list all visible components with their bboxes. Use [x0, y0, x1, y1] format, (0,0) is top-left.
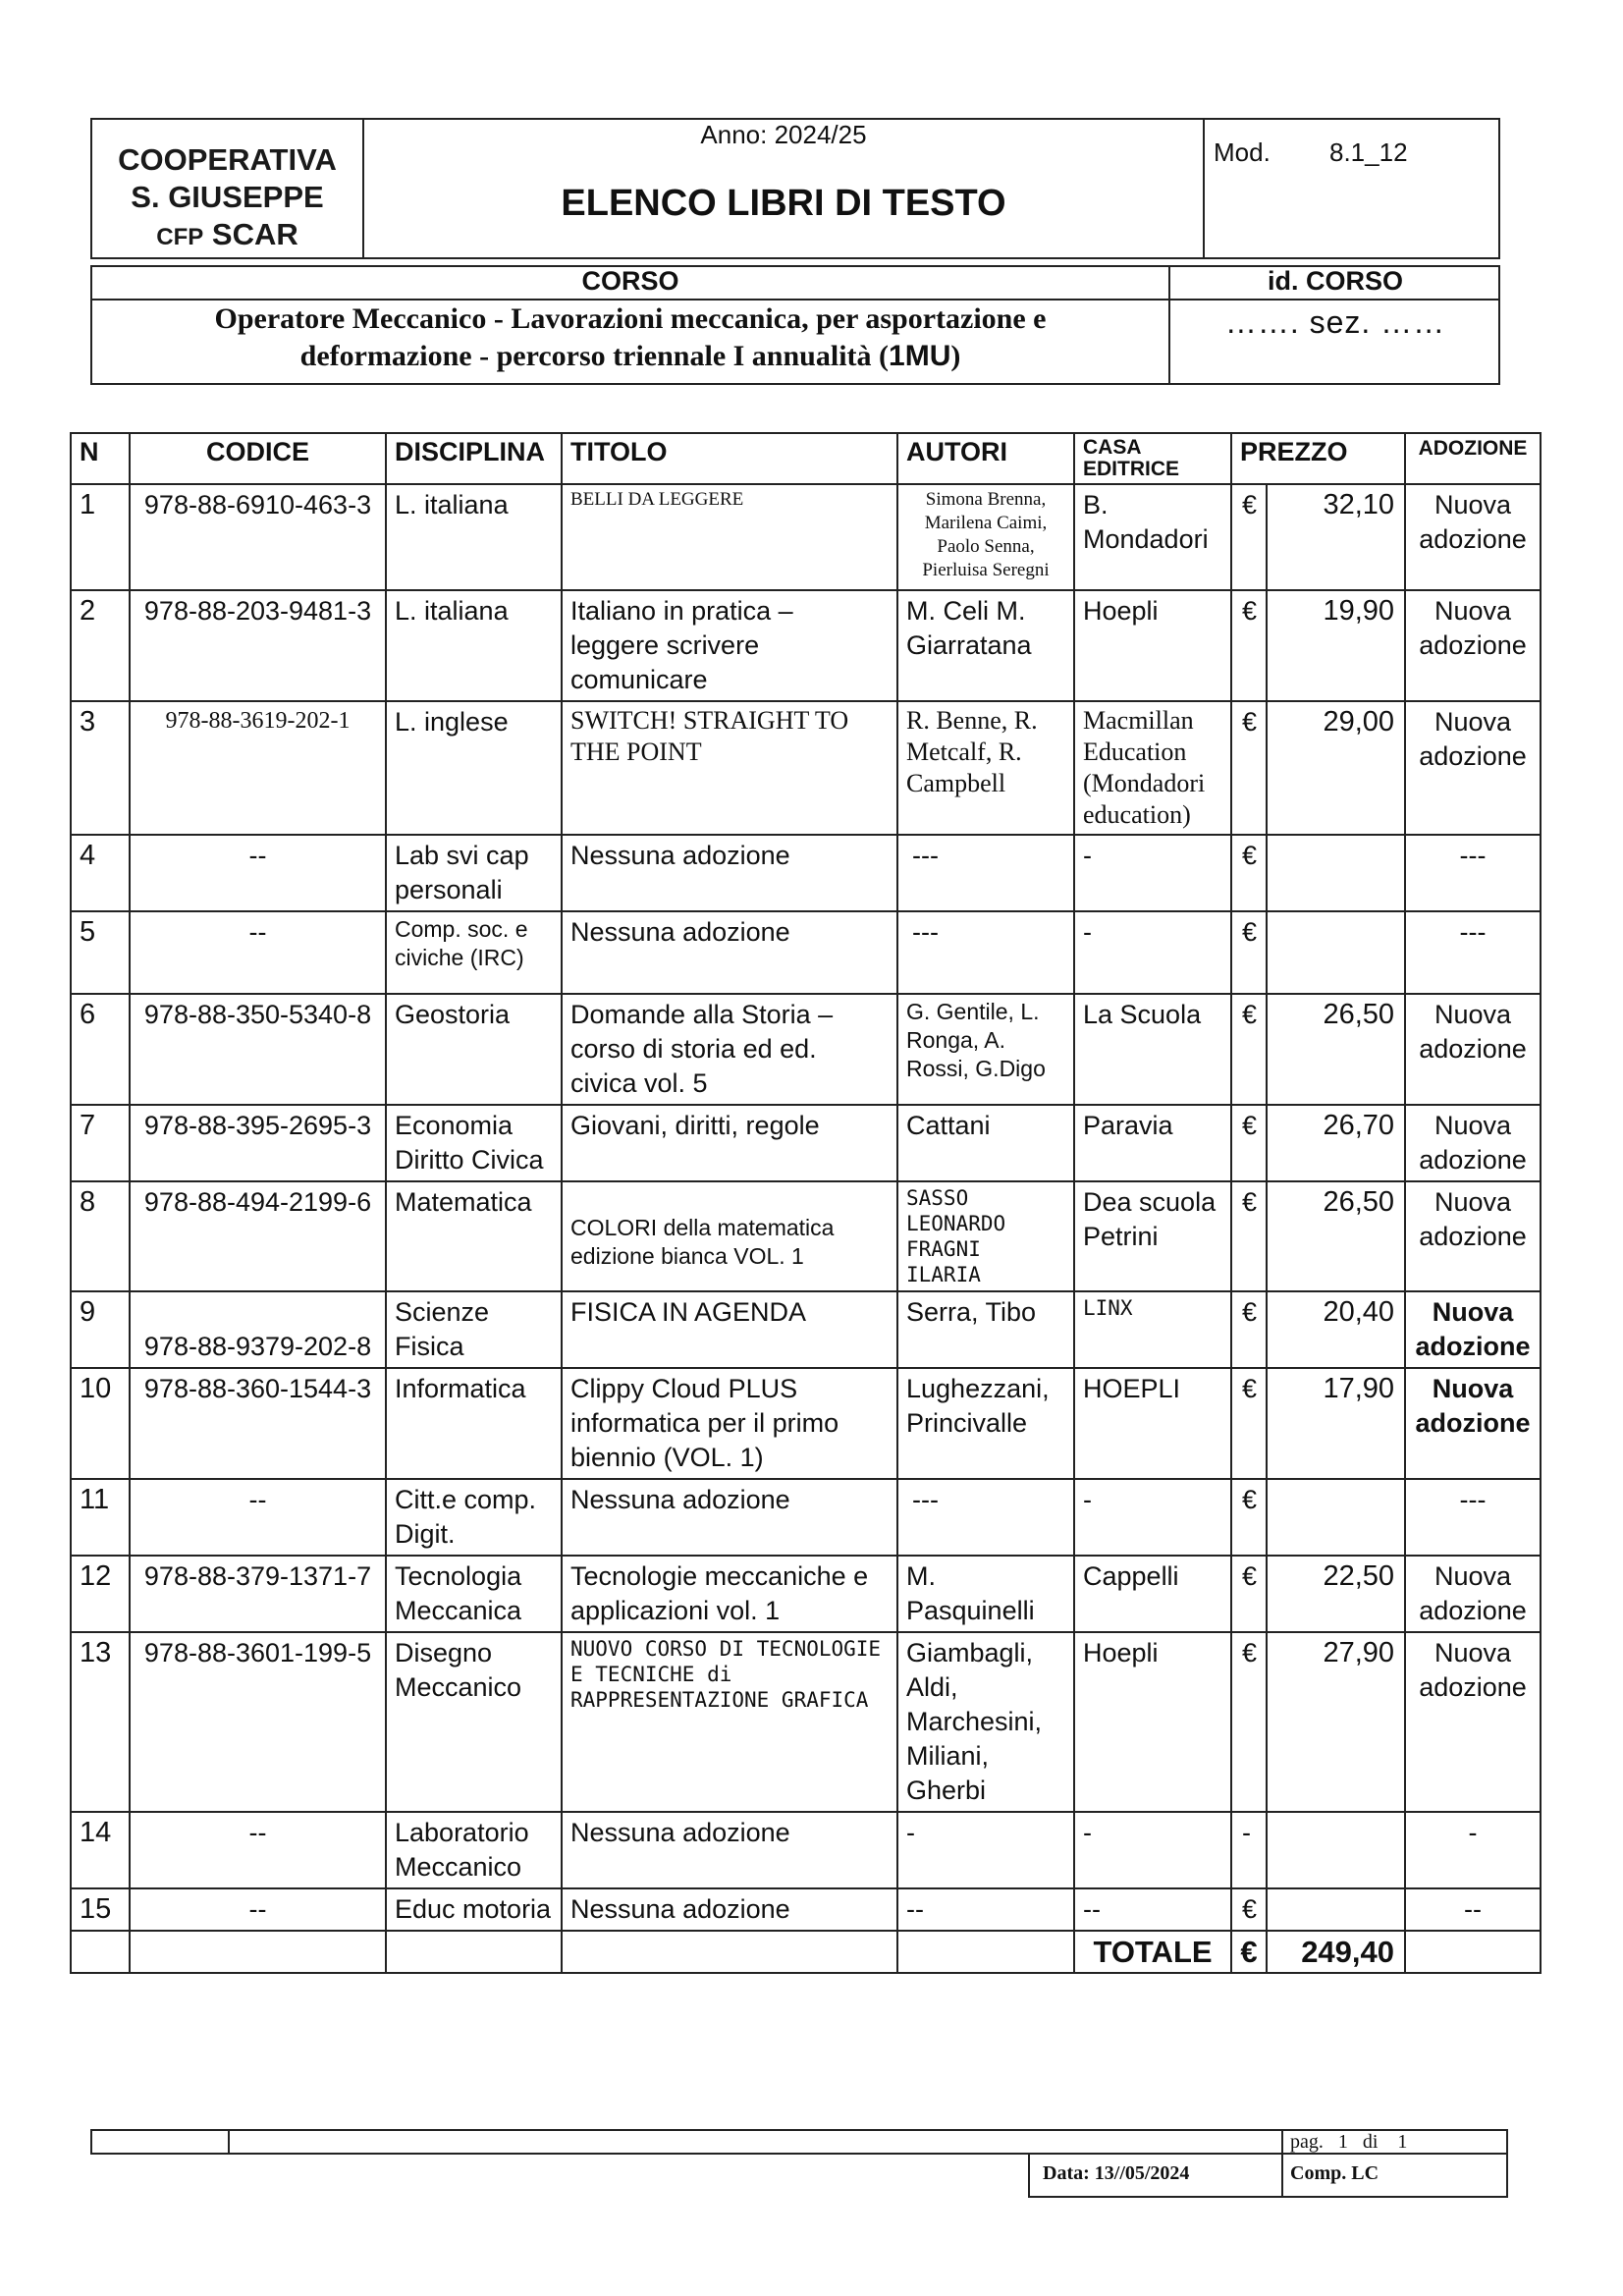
cell-n: 13 [71, 1632, 130, 1812]
cell-price: 19,90 [1267, 590, 1405, 701]
cell-code: -- [130, 1888, 386, 1931]
cell-price [1267, 835, 1405, 911]
cell-price: 26,70 [1267, 1105, 1405, 1181]
cell-authors: G. Gentile, L. Ronga, A. Rossi, G.Digo [897, 994, 1074, 1105]
cell-subject: Matematica [386, 1181, 562, 1291]
cell-adoption: Nuova adozione [1405, 701, 1541, 835]
cell-n: 4 [71, 835, 130, 911]
org-line-3-prefix: CFP [156, 224, 204, 250]
cell-title: BELLI DA LEGGERE [562, 484, 897, 590]
footer-divider-5 [1028, 2153, 1030, 2198]
cell-n: 8 [71, 1181, 130, 1291]
cell-code: 978-88-360-1544-3 [130, 1368, 386, 1479]
cell-currency: € [1231, 835, 1267, 911]
footer-line-bottom [1028, 2196, 1508, 2198]
cell-subject: Educ motoria [386, 1888, 562, 1931]
cell-adoption: Nuova adozione [1405, 1291, 1541, 1368]
cell-authors: M. Celi M. Giarratana [897, 590, 1074, 701]
cell-title: Nessuna adozione [562, 1479, 897, 1556]
cell-code: -- [130, 835, 386, 911]
cell-subject: Scienze Fisica [386, 1291, 562, 1368]
cell-price [1267, 1812, 1405, 1888]
course-desc-text: deformazione - percorso triennale I annualità ( [299, 340, 890, 372]
cell-subject: Laboratorio Meccanico [386, 1812, 562, 1888]
cell-subject: Disegno Meccanico [386, 1632, 562, 1812]
cell-authors: - [897, 1812, 1074, 1888]
total-empty-cell [1405, 1931, 1541, 1973]
cell-adoption: Nuova adozione [1405, 1556, 1541, 1632]
course-label: CORSO [581, 266, 679, 296]
cell-publisher: LINX [1074, 1291, 1231, 1368]
cell-publisher: - [1074, 1812, 1231, 1888]
table-row [71, 994, 1541, 1105]
cell-n: 2 [71, 590, 130, 701]
cell-price [1267, 1888, 1405, 1931]
cell-price [1267, 1479, 1405, 1556]
cell-subject: Economia Diritto Civica [386, 1105, 562, 1181]
table-row [71, 1479, 1541, 1556]
cell-currency: € [1231, 1291, 1267, 1368]
cell-code: 978-88-3601-199-5 [130, 1632, 386, 1812]
cell-n: 3 [71, 701, 130, 835]
course-desc-line-2 [92, 338, 1168, 375]
cell-title: Nessuna adozione [562, 911, 897, 994]
cell-title: SWITCH! STRAIGHT TO THE POINT [562, 701, 897, 835]
col-header-title: TITOLO [562, 433, 897, 484]
cell-adoption: -- [1405, 1888, 1541, 1931]
cell-n: 7 [71, 1105, 130, 1181]
cell-code: 978-88-9379-202-8 [130, 1291, 386, 1368]
col-header-price: PREZZO [1231, 433, 1405, 484]
cell-n: 5 [71, 911, 130, 994]
cell-price: 32,10 [1267, 484, 1405, 590]
org-line-2: S. GIUSEPPE [131, 180, 324, 214]
cell-n: 11 [71, 1479, 130, 1556]
col-header-n: N [71, 433, 130, 484]
cell-title: Italiano in pratica – leggere scrivere comunicare [562, 590, 897, 701]
cell-code: 978-88-395-2695-3 [130, 1105, 386, 1181]
cell-publisher: - [1074, 911, 1231, 994]
cell-n: 15 [71, 1888, 130, 1931]
cell-authors: M. Pasquinelli [897, 1556, 1074, 1632]
cell-price: 22,50 [1267, 1556, 1405, 1632]
total-currency: € [1231, 1931, 1267, 1973]
cell-subject: Citt.e comp. Digit. [386, 1479, 562, 1556]
cell-subject: Informatica [386, 1368, 562, 1479]
cell-currency: € [1231, 1181, 1267, 1291]
cell-publisher: Hoepli [1074, 1632, 1231, 1812]
cell-price: 27,90 [1267, 1632, 1405, 1812]
cell-publisher: Paravia [1074, 1105, 1231, 1181]
cell-code: 978-88-3619-202-1 [130, 701, 386, 835]
cell-publisher: Hoepli [1074, 590, 1231, 701]
org-line-3 [92, 216, 362, 256]
cell-currency: € [1231, 1888, 1267, 1931]
table-row [71, 1368, 1541, 1479]
table-row [71, 590, 1541, 701]
course-description [92, 301, 1168, 375]
total-empty-cell [386, 1931, 562, 1973]
total-empty-cell [71, 1931, 130, 1973]
cell-authors: Simona Brenna, Marilena Caimi, Paolo Senna, Pierluisa Seregni [897, 484, 1074, 590]
total-value: 249,40 [1267, 1931, 1405, 1973]
cell-publisher: HOEPLI [1074, 1368, 1231, 1479]
course-code: 1MU [889, 340, 951, 372]
cell-adoption: Nuova adozione [1405, 1368, 1541, 1479]
cell-publisher: Dea scuola Petrini [1074, 1181, 1231, 1291]
cell-subject: L. inglese [386, 701, 562, 835]
cell-publisher: - [1074, 835, 1231, 911]
cell-currency: € [1231, 1632, 1267, 1812]
cell-currency: € [1231, 1105, 1267, 1181]
mod-label: Mod. [1214, 137, 1271, 167]
cell-price: 17,90 [1267, 1368, 1405, 1479]
cell-code: -- [130, 1812, 386, 1888]
cell-authors: --- [897, 1479, 1074, 1556]
cell-code: 978-88-494-2199-6 [130, 1181, 386, 1291]
col-header-publisher [1074, 433, 1231, 484]
col-header-adoption: ADOZIONE [1405, 433, 1541, 484]
cell-n: 6 [71, 994, 130, 1105]
cell-authors: -- [897, 1888, 1074, 1931]
footer-divider-3 [1281, 2129, 1283, 2198]
cell-title: COLORI della matematica edizione bianca VOL. 1 [562, 1181, 897, 1291]
table-header-row [71, 433, 1541, 484]
course-desc-end: ) [950, 340, 961, 372]
cell-adoption: - [1405, 1812, 1541, 1888]
cell-price: 26,50 [1267, 1181, 1405, 1291]
cell-code: -- [130, 1479, 386, 1556]
col-header-authors: AUTORI [897, 433, 1074, 484]
page-title: ELENCO LIBRI DI TESTO [561, 183, 1006, 224]
cell-n: 9 [71, 1291, 130, 1368]
total-row [71, 1931, 1541, 1973]
cell-authors: Serra, Tibo [897, 1291, 1074, 1368]
cell-adoption: --- [1405, 1479, 1541, 1556]
cell-title: Giovani, diritti, regole [562, 1105, 897, 1181]
footer-divider-2 [228, 2129, 230, 2155]
cell-authors: R. Benne, R. Metcalf, R. Campbell [897, 701, 1074, 835]
org-line-3-name: SCAR [211, 217, 298, 251]
cell-title: FISICA IN AGENDA [562, 1291, 897, 1368]
page-number: pag. 1 di 1 [1290, 2131, 1408, 2153]
cell-subject: L. italiana [386, 484, 562, 590]
cell-authors: Lughezzani, Princivalle [897, 1368, 1074, 1479]
cell-subject: Tecnologia Meccanica [386, 1556, 562, 1632]
org-line-1: COOPERATIVA [118, 142, 337, 177]
cell-title: Nessuna adozione [562, 1812, 897, 1888]
school-year: Anno: 2024/25 [700, 120, 867, 149]
cell-publisher: La Scuola [1074, 994, 1231, 1105]
course-section: ……. sez. …… [1224, 304, 1446, 340]
cell-n: 1 [71, 484, 130, 590]
cell-subject: Lab svi cap personali [386, 835, 562, 911]
cell-title: Clippy Cloud PLUS informatica per il primo biennio (VOL. 1) [562, 1368, 897, 1479]
header-divider-right [1203, 118, 1205, 259]
cell-authors: SASSO LEONARDO FRAGNI ILARIA [897, 1181, 1074, 1291]
cell-subject: Comp. soc. e civiche (IRC) [386, 911, 562, 994]
table-row [71, 1291, 1541, 1368]
cell-adoption: Nuova adozione [1405, 1181, 1541, 1291]
cell-publisher: Macmillan Education (Mondadori education) [1074, 701, 1231, 835]
cell-currency: € [1231, 590, 1267, 701]
cell-publisher: - [1074, 1479, 1231, 1556]
mod-value: 8.1_12 [1329, 137, 1408, 167]
course-desc-line-1: Operatore Meccanico - Lavorazioni meccanica, per asportazione e [214, 302, 1047, 335]
cell-currency: - [1231, 1812, 1267, 1888]
cell-authors: Giambagli, Aldi, Marchesini, Miliani, Gherbi [897, 1632, 1074, 1812]
col-header-publisher-1: CASA [1083, 436, 1142, 459]
cell-n: 12 [71, 1556, 130, 1632]
table-row [71, 484, 1541, 590]
cell-subject: L. italiana [386, 590, 562, 701]
cell-authors: --- [897, 911, 1074, 994]
cell-currency: € [1231, 1368, 1267, 1479]
cell-publisher: -- [1074, 1888, 1231, 1931]
cell-currency: € [1231, 1556, 1267, 1632]
organization-name [92, 141, 362, 256]
cell-title: Nessuna adozione [562, 835, 897, 911]
cell-code: 978-88-203-9481-3 [130, 590, 386, 701]
table-row [71, 911, 1541, 994]
cell-price: 26,50 [1267, 994, 1405, 1105]
cell-price: 29,00 [1267, 701, 1405, 835]
cell-adoption: Nuova adozione [1405, 1632, 1541, 1812]
cell-adoption: Nuova adozione [1405, 590, 1541, 701]
cell-title: NUOVO CORSO DI TECNOLOGIE E TECNICHE di RAPPRESENTAZIONE GRAFICA [562, 1632, 897, 1812]
cell-price: 20,40 [1267, 1291, 1405, 1368]
table-row [71, 701, 1541, 835]
cell-currency: € [1231, 994, 1267, 1105]
col-header-code: CODICE [130, 433, 386, 484]
course-id-label: id. CORSO [1267, 266, 1403, 296]
col-header-subject: DISCIPLINA [386, 433, 562, 484]
cell-currency: € [1231, 701, 1267, 835]
cell-n: 14 [71, 1812, 130, 1888]
compiler-info: Comp. LC [1290, 2162, 1380, 2184]
cell-code: 978-88-379-1371-7 [130, 1556, 386, 1632]
cell-authors: --- [897, 835, 1074, 911]
footer-divider-1 [90, 2129, 92, 2155]
table-row [71, 1888, 1541, 1931]
cell-adoption: Nuova adozione [1405, 484, 1541, 590]
table-row [71, 1105, 1541, 1181]
col-header-publisher-2: EDITRICE [1083, 458, 1180, 480]
books-table [70, 432, 1542, 1974]
table-row [71, 1632, 1541, 1812]
total-empty-cell [130, 1931, 386, 1973]
cell-adoption: Nuova adozione [1405, 1105, 1541, 1181]
total-label: TOTALE [1074, 1931, 1231, 1973]
cell-code: 978-88-350-5340-8 [130, 994, 386, 1105]
total-empty-cell [897, 1931, 1074, 1973]
footer-divider-4 [1506, 2129, 1508, 2198]
cell-adoption: --- [1405, 835, 1541, 911]
cell-adoption: Nuova adozione [1405, 994, 1541, 1105]
cell-subject: Geostoria [386, 994, 562, 1105]
cell-currency: € [1231, 484, 1267, 590]
cell-code: -- [130, 911, 386, 994]
table-row [71, 1812, 1541, 1888]
cell-publisher: B. Mondadori [1074, 484, 1231, 590]
document-date: Data: 13//05/2024 [1043, 2162, 1190, 2184]
cell-adoption: --- [1405, 911, 1541, 994]
cell-title: Nessuna adozione [562, 1888, 897, 1931]
table-row [71, 835, 1541, 911]
cell-code: 978-88-6910-463-3 [130, 484, 386, 590]
cell-title: Domande alla Storia – corso di storia ed ed. civica vol. 5 [562, 994, 897, 1105]
table-row [71, 1181, 1541, 1291]
cell-currency: € [1231, 1479, 1267, 1556]
cell-n: 10 [71, 1368, 130, 1479]
total-empty-cell [562, 1931, 897, 1973]
cell-title: Tecnologie meccaniche e applicazioni vol. 1 [562, 1556, 897, 1632]
table-row [71, 1556, 1541, 1632]
cell-authors: Cattani [897, 1105, 1074, 1181]
cell-publisher: Cappelli [1074, 1556, 1231, 1632]
cell-currency: € [1231, 911, 1267, 994]
cell-price [1267, 911, 1405, 994]
